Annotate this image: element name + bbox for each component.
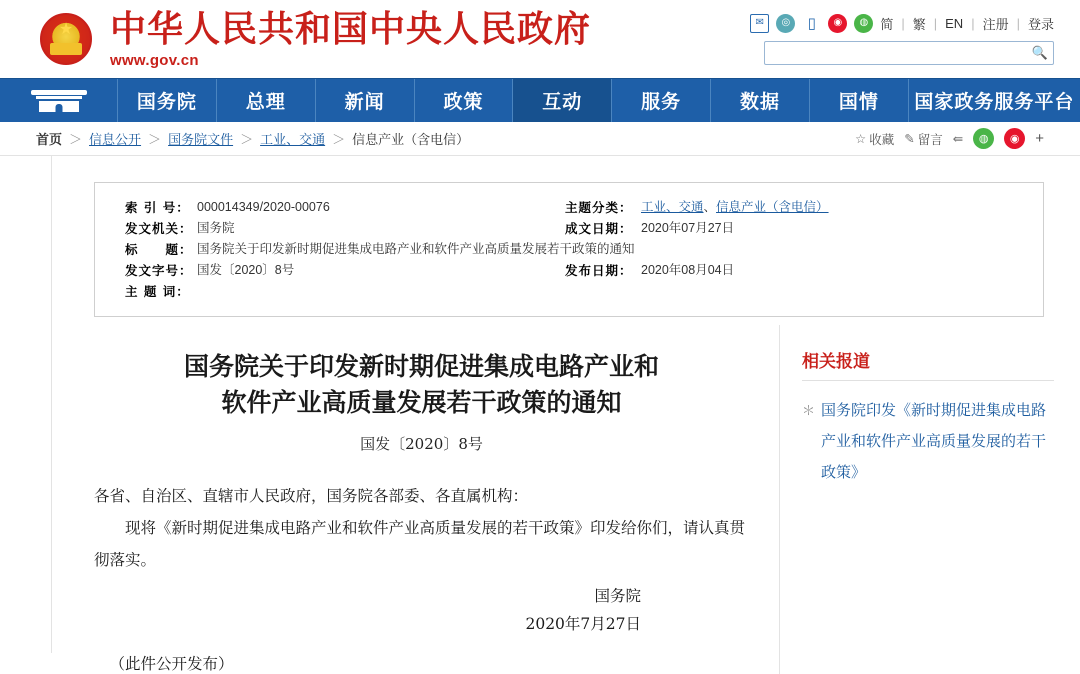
doc-title-line1: 国务院关于印发新时期促进集成电路产业和 — [183, 352, 659, 381]
doc-signature: 国务院 — [594, 587, 641, 605]
nav-label: 总理 — [245, 91, 286, 113]
related-reports-panel — [780, 325, 1080, 674]
breadcrumb-item-industry-transport[interactable]: 工业、交通 — [260, 132, 326, 147]
breadcrumb-item-info-disclosure[interactable]: 信息公开 — [89, 132, 142, 147]
meta-label: 索 引 号： — [125, 200, 190, 215]
mail-icon[interactable]: ✉ — [750, 14, 769, 33]
nav-item-guoqing[interactable] — [810, 79, 909, 122]
doc-note: （此件公开发布） — [109, 655, 234, 673]
weibo-icon[interactable]: ◉ — [828, 14, 847, 33]
nav-item-hudong[interactable] — [513, 79, 612, 122]
meta-completion-date — [565, 218, 734, 239]
meta-value: 2020年07月27日 — [641, 221, 735, 235]
meta-issuing-authority — [125, 218, 565, 239]
meta-value: 国务院 — [197, 221, 235, 235]
login-link[interactable]: 登录 — [1027, 16, 1054, 32]
meta-row — [125, 218, 1021, 239]
meta-doc-title — [125, 239, 635, 260]
document-meta-box — [94, 182, 1044, 317]
nav-item-guowuyuan[interactable] — [118, 79, 217, 122]
divider — [802, 380, 1054, 381]
site-header — [0, 0, 1080, 78]
site-title: 中华人民共和国中央人民政府 — [110, 8, 592, 50]
nav-label: 国情 — [838, 91, 879, 113]
header-right — [750, 14, 1066, 65]
nav-item-zhengce[interactable] — [415, 79, 514, 122]
share-button[interactable] — [953, 131, 963, 146]
nav-label: 互动 — [542, 91, 583, 113]
nav-item-zongli[interactable] — [217, 79, 316, 122]
meta-row — [125, 239, 1021, 260]
breadcrumb-separator: ＞ — [240, 132, 254, 147]
site-url: www.gov.cn — [110, 51, 199, 69]
meta-value: 国务院关于印发新时期促进集成电路产业和软件产业高质量发展若干政策的通知 — [197, 242, 635, 256]
wechat-icon[interactable]: ◍ — [854, 14, 873, 33]
breadcrumb-separator: ＞ — [332, 132, 346, 147]
search-icon[interactable]: 🔍 — [1031, 45, 1049, 60]
collect-label: 收藏 — [869, 132, 895, 147]
nav-item-fuwu[interactable] — [612, 79, 711, 122]
message-label: 留言 — [917, 132, 943, 147]
header-utility-bar — [750, 14, 1054, 33]
nav-item-xinwen[interactable] — [316, 79, 415, 122]
breadcrumb-separator: ＞ — [69, 132, 83, 147]
meta-link-industry[interactable]: 工业、交通 — [641, 200, 704, 214]
site-branding — [110, 10, 591, 69]
meta-label: 发布日期： — [565, 263, 633, 278]
nav-label: 国家政务服务平台 — [914, 91, 1075, 113]
breadcrumb-item-state-council-docs[interactable]: 国务院文件 — [168, 132, 234, 147]
bullet-icon: ＊ — [802, 403, 816, 418]
nav-label: 国务院 — [136, 91, 197, 113]
separator: | — [971, 15, 975, 31]
weibo-share-icon[interactable]: ◉ — [1004, 128, 1025, 149]
meta-publish-date — [565, 260, 734, 281]
nav-label: 政策 — [443, 91, 484, 113]
separator: | — [933, 15, 938, 31]
meta-row — [125, 281, 1021, 302]
pen-icon: ✎ — [904, 132, 915, 146]
document-area — [52, 325, 1080, 674]
more-share-icon[interactable]: + — [1035, 130, 1044, 147]
star-icon: ☆ — [855, 132, 867, 146]
breadcrumb — [0, 122, 1080, 156]
nav-item-shuju[interactable] — [711, 79, 810, 122]
breadcrumb-item-home[interactable]: 首页 — [36, 132, 63, 147]
mobile-icon[interactable]: ▯ — [807, 14, 816, 32]
weibo-round-icon[interactable]: ◎ — [776, 14, 795, 33]
doc-signature-block — [94, 582, 749, 638]
meta-row — [125, 197, 1021, 218]
related-report-link[interactable]: 国务院印发《新时期促进集成电路产业和软件产业高质量发展的若干政策》 — [821, 402, 1047, 481]
meta-index-number — [125, 197, 565, 218]
main-column — [52, 156, 1080, 673]
page-title — [94, 349, 749, 421]
lang-traditional-link[interactable]: 繁 — [912, 16, 926, 32]
lang-english-link[interactable]: EN — [945, 15, 964, 31]
separator: | — [901, 15, 905, 31]
lang-simplified-link[interactable]: 简 — [880, 16, 894, 32]
collect-button[interactable] — [855, 130, 894, 148]
meta-label: 主 题 词： — [125, 284, 190, 299]
nav-label: 新闻 — [344, 91, 385, 113]
nav-label: 数据 — [739, 91, 780, 113]
nav-label: 服务 — [641, 91, 682, 113]
search-input[interactable] — [773, 45, 1031, 61]
meta-link-info-industry[interactable]: 信息产业（含电信） — [716, 200, 829, 214]
meta-doc-number — [125, 260, 565, 281]
doc-sign-date: 2020年7月27日 — [525, 615, 641, 633]
wechat-share-icon[interactable]: ◍ — [973, 128, 994, 149]
meta-value: 000014349/2020-00076 — [197, 200, 330, 214]
meta-row — [125, 260, 1021, 281]
document-body-column — [52, 325, 780, 674]
search-box[interactable] — [764, 41, 1054, 65]
list-item[interactable] — [802, 395, 1054, 488]
doc-title-line2: 软件产业高质量发展若干政策的通知 — [221, 388, 622, 417]
meta-value: 2020年08月04日 — [641, 263, 735, 277]
meta-label: 主题分类： — [565, 200, 633, 215]
related-reports-title: 相关报道 — [802, 352, 870, 372]
doc-salutation: 各省、自治区、直辖市人民政府，国务院各部委、各直属机构： — [94, 487, 529, 505]
doc-number: 国发〔2020〕8号 — [360, 435, 483, 453]
left-rail — [0, 156, 52, 653]
register-link[interactable]: 注册 — [982, 16, 1009, 32]
tiananmen-icon — [31, 90, 87, 112]
meta-label: 标 题： — [125, 242, 193, 257]
breadcrumb-separator: ＞ — [148, 132, 162, 147]
doc-paragraph: 现将《新时期促进集成电路产业和软件产业高质量发展的若干政策》印发给你们，请认真贯彻落实。 — [94, 519, 746, 569]
main-nav — [0, 78, 1080, 122]
doc-body — [94, 480, 749, 576]
nav-item-government-service-platform[interactable] — [909, 79, 1080, 122]
meta-keywords — [125, 281, 197, 302]
meta-label: 发文字号： — [125, 263, 193, 278]
meta-label: 发文机关： — [125, 221, 193, 236]
breadcrumb-tools — [855, 128, 1044, 149]
page-content — [0, 156, 1080, 673]
separator: | — [1016, 15, 1020, 31]
breadcrumb-item-information-industry[interactable]: 信息产业（含电信） — [352, 132, 470, 147]
meta-value: 工业、交通、信息产业（含电信） — [641, 200, 829, 214]
meta-label: 成文日期： — [565, 221, 633, 236]
share-icon: ⇚ — [952, 132, 964, 146]
nav-home-button[interactable] — [0, 79, 118, 122]
national-emblem-icon — [40, 13, 92, 65]
meta-value: 国发〔2020〕8号 — [197, 263, 295, 277]
meta-topic-classification — [565, 197, 829, 218]
message-button[interactable] — [904, 130, 943, 148]
